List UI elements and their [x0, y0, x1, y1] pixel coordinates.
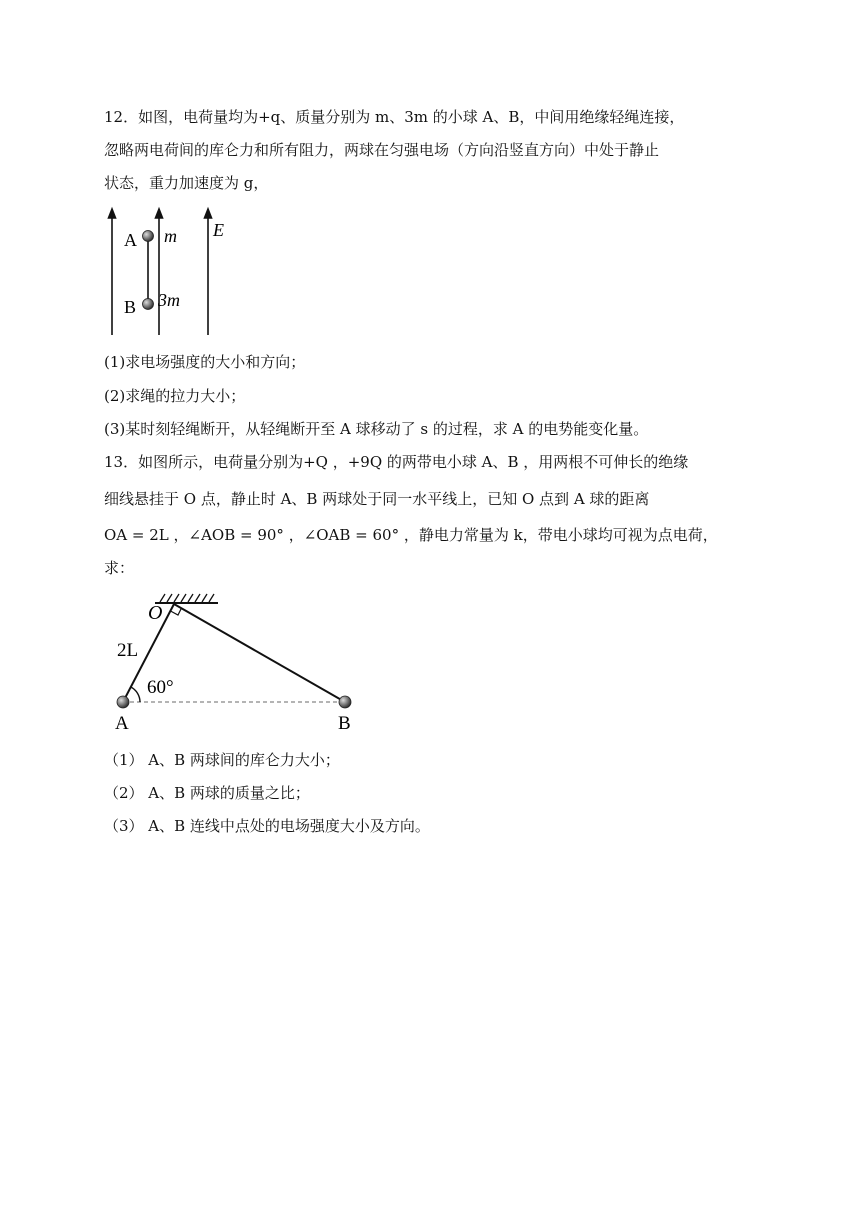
ball-a [117, 696, 129, 708]
ceiling-hatch [160, 594, 214, 602]
q12-line-2: 忽略两电荷间的库仑力和所有阻力，两球在匀强电场（方向沿竖直方向）中处于静止 [104, 141, 660, 159]
label-b: B [338, 713, 351, 734]
ball-b [143, 299, 154, 310]
q13-line-2: 细线悬挂于 O 点，静止时 A、B 两球处于同一水平线上，已知 O 点到 A 球的距离 [104, 490, 650, 508]
angle-arc [131, 687, 140, 702]
q13-part-1: （1） A、B 两球间的库仑力大小； [104, 751, 340, 769]
ball-a [143, 231, 154, 242]
q12-figure [100, 205, 240, 340]
q12-part-2: (2)求绳的拉力大小； [104, 387, 246, 405]
field-line-right [205, 209, 212, 335]
label-e: E [213, 220, 224, 240]
q13-part-3: （3） A、B 连线中点处的电场强度大小及方向。 [104, 817, 430, 835]
label-a: A [115, 713, 129, 734]
q13-part-2: （2） A、B 两球的质量之比； [104, 784, 310, 802]
label-o: O [148, 602, 163, 624]
label-3m: 3m [158, 290, 180, 310]
q13-line-4: 求： [104, 559, 135, 577]
q12-line-3: 状态，重力加速度为 g， [104, 174, 269, 192]
q12-part-1: (1)求电场强度的大小和方向； [104, 353, 306, 371]
q12-part-3: (3)某时刻轻绳断开，从轻绳断开至 A 球移动了 s 的过程，求 A 的电势能变化量。 [104, 420, 649, 438]
string-ob [174, 604, 345, 702]
field-line-middle [156, 209, 163, 335]
q13-figure [100, 585, 370, 735]
q12-line-1: 12．如图，电荷量均为+q、质量分别为 m、3m 的小球 A、B，中间用绝缘轻绳连接， [104, 108, 685, 126]
label-angle: 60° [147, 677, 174, 698]
label-m: m [164, 226, 177, 246]
label-a: A [124, 230, 137, 250]
ball-b [339, 696, 351, 708]
q13-line-3: OA = 2L ，∠AOB = 90° ，∠OAB = 60° ，静电力常量为 k，带电小球均可视为点电荷， [104, 526, 718, 544]
q13-line-1: 13．如图所示，电荷量分别为+Q ，+9Q 的两带电小球 A、B ，用两根不可伸长的绝缘 [104, 453, 689, 471]
field-line-left [109, 209, 116, 335]
label-2l: 2L [117, 640, 139, 661]
label-b: B [124, 297, 137, 317]
